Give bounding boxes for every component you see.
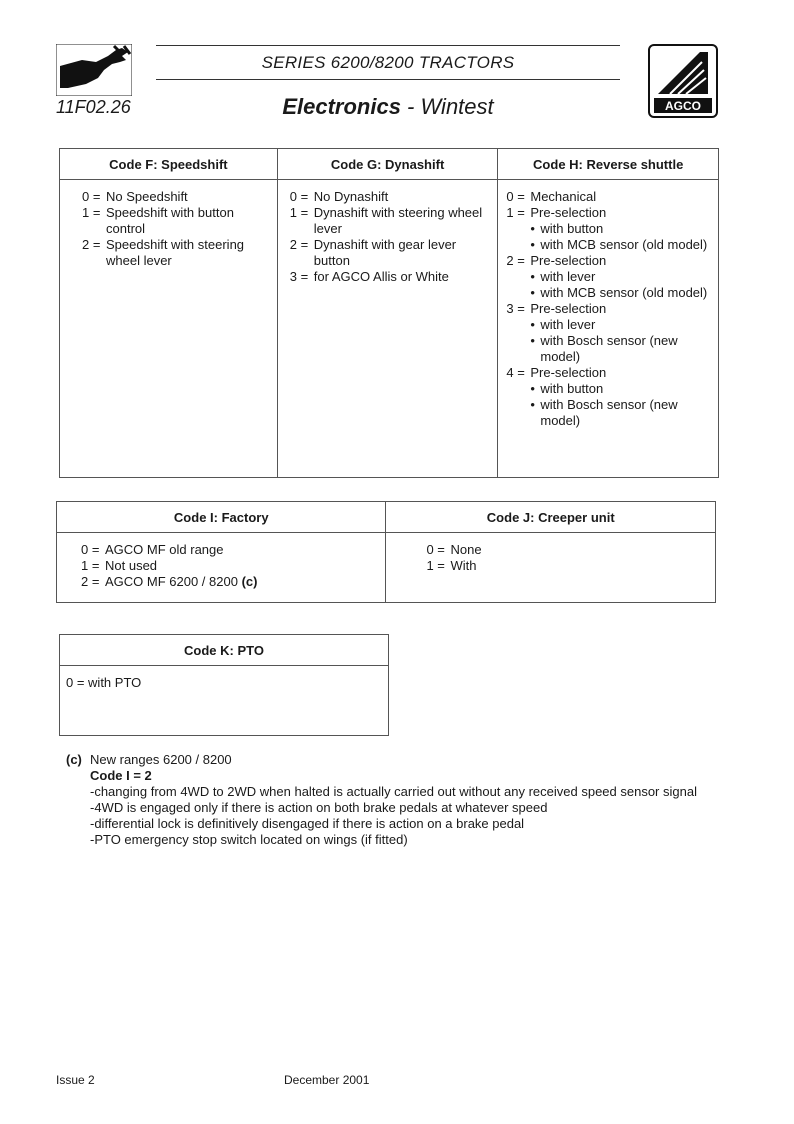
header-rule-top (156, 45, 620, 46)
item-label: No Dynashift (313, 189, 389, 204)
header-code-k: Code K: PTO (60, 635, 389, 666)
agco-logo-text: AGCO (665, 99, 701, 113)
sub-list (506, 269, 712, 301)
sub-list-item: • with Bosch sensor (new model) (530, 397, 712, 429)
page-title-rest: - Wintest (400, 94, 494, 119)
item-label: Speedshift with button control (106, 205, 234, 236)
item-number: 0 = (506, 189, 525, 204)
series-title: SERIES 6200/8200 TRACTORS (261, 53, 515, 72)
code-h-list (506, 189, 712, 429)
list-item (290, 205, 488, 237)
item-text (506, 253, 712, 269)
sub-list (506, 381, 712, 429)
footnote (66, 752, 746, 848)
item-text (290, 189, 488, 205)
list-item (81, 542, 375, 558)
list-item (82, 189, 267, 205)
header-code-j: Code J: Creeper unit (386, 502, 716, 533)
item-text (290, 237, 488, 269)
list-item (290, 189, 488, 205)
item-label: Mechanical (530, 189, 597, 204)
header-code-f: Code F: Speedshift (60, 149, 278, 180)
list-item (82, 237, 267, 269)
item-label: With (450, 558, 477, 573)
item-number: 1 = (81, 558, 100, 573)
footnote-title: New ranges 6200 / 8200 (90, 752, 232, 767)
code-g-list (290, 189, 488, 285)
code-k-cell (60, 666, 389, 736)
item-text (426, 558, 705, 574)
sub-list (506, 317, 712, 365)
list-item (506, 365, 712, 429)
item-label: Pre-selection (530, 301, 607, 316)
header-code-i: Code I: Factory (57, 502, 386, 533)
hand-wrench-icon (56, 44, 132, 96)
item-text (81, 542, 375, 558)
item-number: 1 = (82, 205, 101, 220)
code-i-list (81, 542, 375, 590)
list-item (506, 189, 712, 205)
item-label: Dynashift with gear lever button (313, 237, 457, 268)
footer-date: December 2001 (284, 1073, 370, 1087)
item-text (506, 301, 712, 317)
sub-list-item: • with Bosch sensor (new model) (530, 333, 712, 365)
list-item (81, 558, 375, 574)
codes-fgh-table (59, 148, 719, 478)
item-text (81, 558, 375, 574)
item-text (82, 237, 267, 269)
item-note: (c) (241, 574, 258, 589)
footnote-mark: (c) (66, 752, 82, 767)
sub-list-item: • with lever (530, 317, 712, 333)
item-number: 0 = (82, 189, 101, 204)
code-j-list (426, 542, 705, 574)
code-k-table (59, 634, 389, 736)
sub-list-item: • with lever (530, 269, 712, 285)
footnote-code: Code I = 2 (90, 768, 152, 783)
list-item (506, 205, 712, 253)
item-text (82, 189, 267, 205)
item-label: Pre-selection (530, 253, 607, 268)
item-number: 3 = (506, 301, 525, 316)
item-number: 3 = (289, 269, 309, 284)
footnote-item: -changing from 4WD to 2WD when halted is actually carried out without any received speed sensor signal (90, 784, 697, 799)
item-number: 1 = (506, 205, 525, 220)
item-number: 1 = (426, 558, 445, 573)
item-label: for AGCO Allis or White (313, 269, 449, 284)
sub-list-item: • with button (530, 381, 712, 397)
list-item (426, 542, 705, 558)
sub-list-item: • with MCB sensor (old model) (530, 285, 712, 301)
item-label: No Speedshift (106, 189, 188, 204)
header-code-h: Code H: Reverse shuttle (498, 149, 719, 180)
footnote-item: -differential lock is definitively disengaged if there is action on a brake pedal (90, 816, 525, 831)
item-label: None (450, 542, 482, 557)
list-item (81, 574, 375, 590)
item-text (506, 365, 712, 381)
item-number: 1 = (289, 205, 309, 220)
code-h-cell (498, 180, 719, 478)
item-text (506, 205, 712, 221)
item-number: 0 = (289, 189, 309, 204)
item-text (82, 205, 267, 237)
footer-issue: Issue 2 (56, 1073, 95, 1087)
header-rule-bottom (156, 79, 620, 80)
list-item (506, 301, 712, 365)
item-label: Pre-selection (530, 365, 607, 380)
list-item (506, 253, 712, 301)
code-k-item: 0 = with PTO (66, 675, 142, 690)
footnote-item: -4WD is engaged only if there is action on both brake pedals at whatever speed (90, 800, 548, 815)
item-text (426, 542, 705, 558)
item-number: 0 = (81, 542, 100, 557)
item-label: AGCO MF old range (105, 542, 224, 557)
code-g-cell (277, 180, 498, 478)
page-title (156, 94, 620, 120)
sub-list-item: • with button (530, 221, 712, 237)
list-item (290, 269, 488, 285)
list-item (82, 205, 267, 237)
list-item (426, 558, 705, 574)
item-number: 2 = (289, 237, 309, 252)
item-number: 2 = (506, 253, 525, 268)
list-item (290, 237, 488, 269)
footnote-items (90, 784, 746, 848)
item-number: 2 = (82, 237, 101, 252)
code-i-cell (57, 533, 386, 603)
item-text (506, 189, 712, 205)
code-f-list (82, 189, 267, 269)
item-number: 4 = (506, 365, 525, 380)
header-code-g: Code G: Dynashift (277, 149, 498, 180)
footnote-item: -PTO emergency stop switch located on wings (if fitted) (90, 832, 408, 847)
item-label: Speedshift with steering wheel lever (106, 237, 245, 268)
code-f-cell (60, 180, 278, 478)
code-j-cell (386, 533, 716, 603)
item-number: 2 = (81, 574, 100, 589)
item-text (81, 574, 375, 590)
sub-list-item: • with MCB sensor (old model) (530, 237, 712, 253)
sub-list (506, 221, 712, 253)
section-code: 11F02.26 (56, 97, 131, 117)
item-label: Pre-selection (530, 205, 607, 220)
item-text (290, 205, 488, 237)
codes-ij-table (56, 501, 716, 603)
item-label: Not used (105, 558, 158, 573)
page-title-bold: Electronics (282, 94, 401, 119)
item-number: 0 = (426, 542, 445, 557)
item-text (290, 269, 488, 285)
agco-logo-icon (648, 44, 718, 118)
item-label: AGCO MF 6200 / 8200 (105, 574, 242, 589)
item-label: Dynashift with steering wheel lever (313, 205, 483, 236)
